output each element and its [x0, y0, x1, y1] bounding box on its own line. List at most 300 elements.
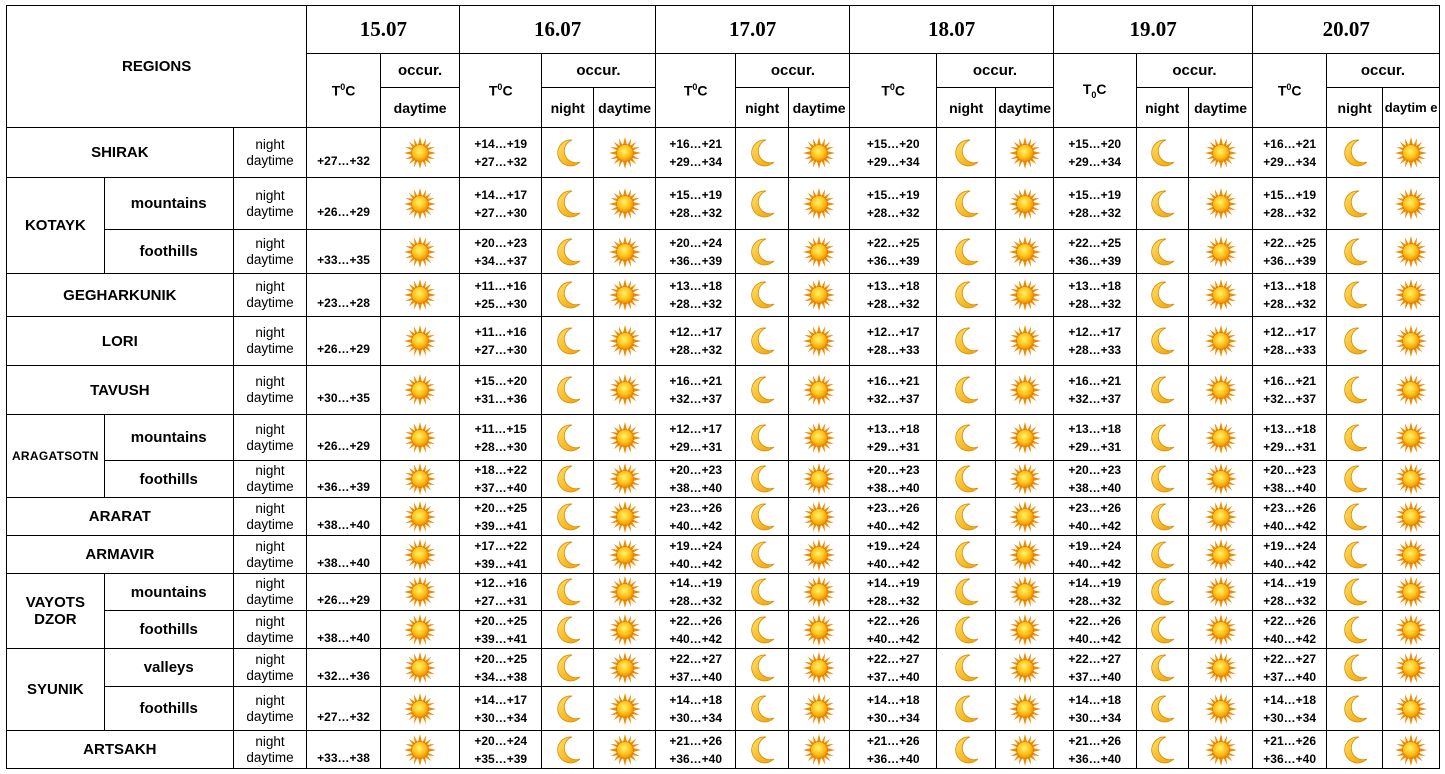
degree-mark: 0 — [692, 82, 698, 93]
temp-cell: +26…+29 — [307, 178, 381, 230]
temp-label: T — [683, 82, 693, 99]
night-temp: +19…+24 — [1263, 538, 1317, 553]
day-icon-cell — [788, 128, 849, 178]
moon-icon — [950, 236, 982, 268]
degree-mark: 0 — [889, 82, 895, 93]
table-row — [7, 461, 1440, 498]
temp-cell — [460, 128, 542, 178]
sun-icon — [609, 137, 641, 169]
temp-cell — [850, 366, 937, 415]
night-icon-cell — [736, 366, 788, 415]
occur-header: occur. — [1326, 54, 1439, 88]
sun-icon — [1205, 734, 1237, 766]
night-temp: +14…+19 — [1068, 576, 1122, 590]
moon-icon — [1146, 137, 1178, 169]
moon-icon — [746, 279, 778, 311]
day-icon-cell — [1383, 536, 1440, 574]
night-temp: +11…+16 — [474, 325, 527, 339]
night-temp: +22…+26 — [669, 613, 723, 628]
sun-icon — [1009, 501, 1041, 533]
night-icon-cell — [1136, 274, 1188, 317]
day-icon-cell — [380, 649, 460, 687]
day-temp: +27…+30 — [474, 205, 528, 220]
region-name: ARARAT — [7, 498, 234, 536]
night-temp: +14…+19 — [669, 576, 723, 590]
day-temp: +37…+40 — [866, 669, 920, 684]
night-temp: +20…+25 — [474, 613, 528, 628]
moon-icon — [1339, 236, 1371, 268]
day-temp: +28…+32 — [1068, 205, 1122, 220]
temp-cell: +26…+29 — [307, 415, 381, 461]
day-icon-cell — [788, 230, 849, 274]
sun-icon — [404, 614, 436, 646]
day-icon-cell — [1383, 366, 1440, 415]
night-icon-cell — [937, 178, 996, 230]
day-icon-cell — [380, 461, 460, 498]
period-labels — [233, 317, 307, 366]
night-icon-cell — [736, 230, 788, 274]
sun-icon — [1009, 325, 1041, 357]
sun-icon — [803, 734, 835, 766]
day-icon-cell — [1383, 649, 1440, 687]
night-label: night — [255, 187, 285, 203]
unit-label: C — [1291, 82, 1302, 99]
day-icon-cell — [996, 178, 1053, 230]
night-icon-cell — [937, 317, 996, 366]
night-temp: +13…+18 — [866, 421, 920, 436]
temp-cell: +38…+40 — [307, 536, 381, 574]
night-icon-cell — [1326, 611, 1382, 649]
temp-cell — [655, 366, 736, 415]
night-temp: +17…+22 — [474, 538, 528, 553]
daytime-label: daytime — [246, 152, 294, 168]
day-icon-cell — [1188, 611, 1253, 649]
day-icon-cell — [996, 574, 1053, 611]
night-temp: +16…+21 — [866, 374, 920, 388]
night-label: night — [255, 235, 285, 251]
night-temp: +15…+20 — [866, 136, 920, 151]
night-temp: +16…+21 — [669, 136, 723, 151]
day-icon-cell — [594, 611, 655, 649]
date-header: 18.07 — [850, 6, 1054, 54]
moon-icon — [1146, 693, 1178, 725]
day-temp: +29…+34 — [1068, 154, 1122, 169]
moon-icon — [746, 501, 778, 533]
period-labels — [233, 574, 307, 611]
night-icon-cell — [736, 574, 788, 611]
night-label: night — [255, 279, 285, 294]
sun-icon — [1009, 693, 1041, 725]
moon-icon — [1146, 279, 1178, 311]
day-temp: +28…+33 — [1068, 343, 1122, 357]
day-icon-cell — [1188, 230, 1253, 274]
subregion-name: foothills — [104, 687, 233, 731]
daytime-header: daytime — [594, 88, 655, 128]
day-icon-cell — [594, 498, 655, 536]
region-name: VAYOTS DZOR — [7, 574, 105, 649]
moon-icon — [552, 279, 584, 311]
moon-icon — [746, 693, 778, 725]
sun-icon — [1205, 693, 1237, 725]
occur-header: occur. — [542, 54, 656, 88]
moon-icon — [1339, 137, 1371, 169]
night-icon-cell — [937, 415, 996, 461]
table-row — [7, 230, 1440, 274]
temp-cell — [655, 574, 736, 611]
temp-cell — [1253, 317, 1327, 366]
moon-icon — [1146, 188, 1178, 220]
temp-cell — [460, 274, 542, 317]
daytime-label: daytime — [246, 516, 294, 532]
day-icon-cell — [380, 230, 460, 274]
temp-cell — [655, 687, 736, 731]
night-icon-cell — [1136, 731, 1188, 769]
moon-icon — [950, 188, 982, 220]
night-icon-cell — [937, 128, 996, 178]
day-temp: +27…+30 — [474, 343, 528, 357]
night-temp: +14…+18 — [1068, 692, 1122, 707]
daytime-label: daytime — [246, 749, 294, 765]
date-header: 17.07 — [655, 6, 849, 54]
temp-cell — [850, 536, 937, 574]
day-temp: +28…+32 — [1263, 594, 1317, 608]
day-icon-cell — [380, 611, 460, 649]
period-labels — [233, 461, 307, 498]
moon-icon — [1339, 325, 1371, 357]
day-icon-cell — [996, 366, 1053, 415]
sun-icon — [1395, 614, 1427, 646]
sun-icon — [803, 236, 835, 268]
sun-icon — [1205, 652, 1237, 684]
temp-cell — [655, 611, 736, 649]
day-icon-cell — [996, 731, 1053, 769]
night-temp: +12…+17 — [669, 325, 723, 339]
night-header: night — [542, 88, 594, 128]
day-temp: +30…+34 — [1263, 710, 1317, 725]
night-temp: +12…+16 — [474, 576, 528, 590]
temp-cell — [1053, 128, 1136, 178]
temp-cell — [1053, 415, 1136, 461]
moon-icon — [1146, 374, 1178, 406]
night-icon-cell — [736, 687, 788, 731]
day-icon-cell — [594, 415, 655, 461]
night-icon-cell — [1326, 731, 1382, 769]
moon-icon — [552, 374, 584, 406]
moon-icon — [950, 463, 982, 495]
temp-cell — [655, 128, 736, 178]
day-icon-cell — [380, 415, 460, 461]
night-label: night — [255, 538, 285, 554]
date-header: 19.07 — [1053, 6, 1253, 54]
temp-cell — [850, 649, 937, 687]
night-temp: +23…+26 — [669, 500, 723, 515]
temp-header — [655, 54, 736, 128]
night-icon-cell — [736, 317, 788, 366]
sun-icon — [1205, 422, 1237, 454]
period-labels — [233, 415, 307, 461]
temp-cell — [850, 274, 937, 317]
night-icon-cell — [736, 461, 788, 498]
day-temp: +37…+40 — [1068, 669, 1122, 684]
day-temp: +29…+34 — [866, 154, 920, 169]
night-icon-cell — [1326, 178, 1382, 230]
day-icon-cell — [788, 731, 849, 769]
temp-cell — [1253, 498, 1327, 536]
day-icon-cell — [996, 611, 1053, 649]
night-icon-cell — [1136, 366, 1188, 415]
daytime-label: daytime — [246, 708, 294, 724]
sun-icon — [1395, 734, 1427, 766]
daytime-label: daytime — [246, 390, 294, 405]
night-icon-cell — [1326, 230, 1382, 274]
day-icon-cell — [380, 731, 460, 769]
day-icon-cell — [788, 649, 849, 687]
temp-cell — [655, 649, 736, 687]
moon-icon — [552, 614, 584, 646]
moon-icon — [746, 614, 778, 646]
day-temp: +36…+39 — [1068, 253, 1122, 268]
sun-icon — [803, 501, 835, 533]
temp-cell — [1053, 366, 1136, 415]
night-temp: +14…+18 — [866, 692, 920, 707]
sun-icon — [609, 652, 641, 684]
day-icon-cell — [380, 128, 460, 178]
moon-icon — [1146, 463, 1178, 495]
day-icon-cell — [594, 128, 655, 178]
day-temp: +32…+37 — [669, 392, 723, 406]
night-temp: +13…+18 — [1263, 421, 1317, 436]
sun-icon — [404, 734, 436, 766]
temp-label: T — [331, 82, 341, 99]
day-icon-cell — [594, 178, 655, 230]
period-labels — [233, 366, 307, 415]
sun-icon — [609, 576, 641, 608]
night-label: night — [255, 325, 285, 340]
moon-icon — [1146, 422, 1178, 454]
temp-cell — [1053, 687, 1136, 731]
daytime-label: daytime — [246, 203, 294, 219]
temp-cell — [850, 611, 937, 649]
day-icon-cell — [1188, 317, 1253, 366]
daytime-header: daytim e — [1383, 88, 1440, 128]
day-temp: +32…+37 — [1263, 392, 1317, 406]
night-temp: +13…+18 — [1263, 279, 1317, 293]
daytime-label: daytime — [246, 295, 294, 310]
night-icon-cell — [1136, 461, 1188, 498]
night-temp: +21…+26 — [669, 733, 723, 748]
moon-icon — [552, 734, 584, 766]
night-icon-cell — [937, 731, 996, 769]
night-temp: +20…+25 — [474, 500, 528, 515]
day-icon-cell — [1383, 128, 1440, 178]
day-temp: +40…+42 — [1263, 518, 1317, 533]
day-icon-cell — [1383, 687, 1440, 731]
unit-label: C — [1096, 81, 1107, 98]
night-icon-cell — [542, 574, 594, 611]
sun-icon — [1395, 236, 1427, 268]
temp-header — [850, 54, 937, 128]
moon-icon — [950, 422, 982, 454]
sun-icon — [803, 693, 835, 725]
moon-icon — [950, 614, 982, 646]
night-temp: +16…+21 — [669, 374, 723, 388]
day-temp: +40…+42 — [866, 556, 920, 571]
night-temp: +15…+19 — [1068, 187, 1122, 202]
sun-icon — [1205, 614, 1237, 646]
temp-cell — [1253, 649, 1327, 687]
temp-cell — [1253, 687, 1327, 731]
sun-icon — [609, 614, 641, 646]
day-icon-cell — [1383, 274, 1440, 317]
sun-icon — [1009, 279, 1041, 311]
temp-cell — [850, 731, 937, 769]
day-temp: +40…+42 — [1263, 631, 1317, 646]
daytime-label: daytime — [246, 667, 294, 683]
date-header: 20.07 — [1253, 6, 1440, 54]
night-temp: +21…+26 — [1263, 733, 1317, 748]
moon-icon — [552, 463, 584, 495]
moon-icon — [1146, 652, 1178, 684]
sun-icon — [1009, 188, 1041, 220]
sun-icon — [803, 463, 835, 495]
day-icon-cell — [594, 317, 655, 366]
daytime-label: daytime — [246, 592, 294, 607]
night-icon-cell — [937, 230, 996, 274]
sun-icon — [404, 374, 436, 406]
day-temp: +39…+41 — [474, 631, 528, 646]
day-icon-cell — [1188, 536, 1253, 574]
temp-cell: +38…+40 — [307, 611, 381, 649]
day-temp: +38…+40 — [1068, 481, 1122, 495]
night-icon-cell — [1326, 498, 1382, 536]
sun-icon — [1205, 463, 1237, 495]
sun-icon — [803, 576, 835, 608]
temp-cell — [655, 230, 736, 274]
night-icon-cell — [736, 536, 788, 574]
night-temp: +20…+24 — [474, 733, 528, 748]
moon-icon — [746, 652, 778, 684]
temp-cell: +33…+35 — [307, 230, 381, 274]
sun-icon — [609, 539, 641, 571]
daytime-label: daytime — [246, 437, 294, 453]
day-temp: +39…+41 — [474, 518, 528, 533]
moon-icon — [1339, 652, 1371, 684]
day-icon-cell — [594, 536, 655, 574]
day-icon-cell — [1188, 574, 1253, 611]
night-temp: +12…+17 — [866, 325, 920, 339]
night-icon-cell — [1136, 687, 1188, 731]
night-temp: +13…+18 — [1068, 279, 1122, 293]
night-label: night — [255, 136, 285, 152]
occur-header: occur. — [937, 54, 1054, 88]
sun-icon — [404, 422, 436, 454]
temp-cell — [850, 687, 937, 731]
day-temp: +28…+32 — [669, 594, 723, 608]
night-temp: +14…+17 — [474, 692, 528, 707]
sun-icon — [1009, 652, 1041, 684]
night-label: night — [255, 500, 285, 516]
day-icon-cell — [996, 317, 1053, 366]
temp-cell — [460, 649, 542, 687]
sun-icon — [1009, 539, 1041, 571]
moon-icon — [552, 539, 584, 571]
night-label: night — [255, 613, 285, 629]
sun-icon — [1009, 576, 1041, 608]
table-row — [7, 128, 1440, 178]
temp-cell — [460, 178, 542, 230]
night-icon-cell — [542, 178, 594, 230]
unit-label: C — [894, 82, 906, 99]
night-icon-cell — [736, 649, 788, 687]
day-temp: +27…+32 — [474, 154, 528, 169]
period-labels — [233, 611, 307, 649]
day-icon-cell — [996, 415, 1053, 461]
temp-cell — [850, 317, 937, 366]
moon-icon — [746, 539, 778, 571]
day-temp: +28…+30 — [474, 439, 528, 454]
temp-header — [307, 54, 381, 128]
temp-cell — [655, 178, 736, 230]
moon-icon — [950, 576, 982, 608]
sun-icon — [803, 279, 835, 311]
temp-cell: +36…+39 — [307, 461, 381, 498]
day-temp: +28…+32 — [1263, 205, 1317, 220]
moon-icon — [746, 576, 778, 608]
night-icon-cell — [542, 128, 594, 178]
night-icon-cell — [1326, 649, 1382, 687]
night-icon-cell — [937, 687, 996, 731]
occur-header: occur. — [1136, 54, 1253, 88]
day-icon-cell — [594, 274, 655, 317]
temp-cell — [1053, 574, 1136, 611]
day-icon-cell — [1188, 731, 1253, 769]
day-icon-cell — [1188, 415, 1253, 461]
sun-icon — [1395, 374, 1427, 406]
night-icon-cell — [1326, 128, 1382, 178]
subregion-name: mountains — [104, 574, 233, 611]
day-icon-cell — [788, 317, 849, 366]
table-row — [7, 178, 1440, 230]
day-temp: +29…+31 — [866, 439, 920, 454]
temp-cell — [1053, 317, 1136, 366]
night-label: night — [255, 463, 285, 478]
table-row — [7, 415, 1440, 461]
day-icon-cell — [1188, 274, 1253, 317]
period-labels — [233, 178, 307, 230]
day-temp: +38…+40 — [669, 481, 723, 495]
day-icon-cell — [1383, 317, 1440, 366]
day-icon-cell — [788, 536, 849, 574]
day-icon-cell — [1383, 731, 1440, 769]
table-row — [7, 274, 1440, 317]
moon-icon — [950, 279, 982, 311]
day-icon-cell — [788, 178, 849, 230]
night-temp: +22…+27 — [866, 651, 920, 666]
sun-icon — [1009, 236, 1041, 268]
temp-cell — [1053, 230, 1136, 274]
sun-icon — [803, 614, 835, 646]
region-name: SHIRAK — [7, 128, 234, 178]
day-icon-cell — [1188, 498, 1253, 536]
day-temp: +38…+40 — [866, 481, 920, 495]
night-temp: +16…+21 — [1263, 136, 1317, 151]
night-icon-cell — [542, 731, 594, 769]
moon-icon — [1339, 463, 1371, 495]
day-temp: +28…+32 — [669, 297, 723, 311]
temp-cell: +23…+28 — [307, 274, 381, 317]
day-icon-cell — [1188, 366, 1253, 415]
temp-cell — [1053, 461, 1136, 498]
